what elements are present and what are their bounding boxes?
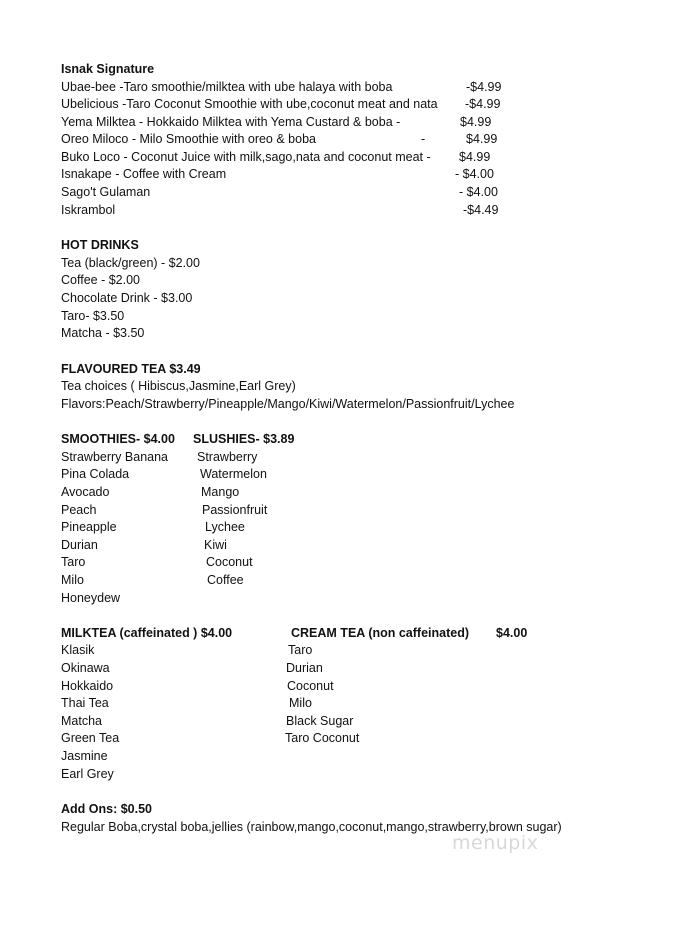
list-item: Earl Grey: [61, 767, 114, 781]
list-item: Strawberry Banana: [61, 450, 169, 464]
list-item: Avocado: [61, 485, 110, 499]
add-ons-line: Regular Boba,crystal boba,jellies (rainbow,mango,coconut,mango,strawberry,brown sugar): [61, 820, 562, 834]
menu-item-name: Sago't Gulaman: [61, 185, 151, 199]
list-item: Mango: [201, 485, 240, 499]
list-item: Coconut: [206, 555, 253, 569]
milktea-heading: MILKTEA (caffeinated ) $4.00: [61, 626, 233, 640]
list-item: Jasmine: [61, 749, 108, 763]
list-item: Strawberry: [197, 450, 258, 464]
list-item: Black Sugar: [286, 714, 354, 728]
menu-item-price: $4.99: [459, 150, 491, 164]
list-item: Honeydew: [61, 591, 121, 605]
list-item: Passionfruit: [202, 503, 268, 517]
menu-item-price: -$4.99: [466, 80, 502, 94]
list-item: Matcha: [61, 714, 102, 728]
menu-item-name: Ubae-bee -Taro smoothie/milktea with ube halaya with boba: [61, 80, 393, 94]
list-item: Klasik: [61, 643, 95, 657]
list-item: Green Tea: [61, 731, 120, 745]
list-item: Taro: [288, 643, 313, 657]
menu-item-price: -$4.49: [463, 203, 499, 217]
list-item: Peach: [61, 503, 97, 517]
cream-tea-heading: CREAM TEA (non caffeinated): [291, 626, 470, 640]
menu-item-price: $4.99: [466, 132, 498, 146]
menu-item-name: Isnakape - Coffee with Cream: [61, 167, 227, 181]
menu-item-separator: -: [421, 132, 426, 146]
list-item: Kiwi: [204, 538, 227, 552]
list-item: Tea (black/green) - $2.00: [61, 256, 200, 270]
list-item: Taro Coconut: [285, 731, 360, 745]
menu-item-name: Iskrambol: [61, 203, 116, 217]
list-item: Chocolate Drink - $3.00: [61, 291, 193, 305]
flavoured-tea-heading: FLAVOURED TEA $3.49: [61, 362, 201, 376]
list-item: Lychee: [205, 520, 245, 534]
list-item: Coffee - $2.00: [61, 273, 140, 287]
hot-drinks-heading: HOT DRINKS: [61, 238, 139, 252]
smoothies-heading: SMOOTHIES- $4.00: [61, 432, 175, 446]
slushies-heading: SLUSHIES- $3.89: [193, 432, 295, 446]
list-item: Pineapple: [61, 520, 117, 534]
tea-flavors-line: Flavors:Peach/Strawberry/Pineapple/Mango/Kiwi/Watermelon/Passionfruit/Lychee: [61, 397, 515, 411]
tea-choices-line: Tea choices ( Hibiscus,Jasmine,Earl Grey): [61, 379, 296, 393]
menupix-watermark: menupix: [452, 832, 539, 854]
list-item: Taro: [61, 555, 86, 569]
menu-item-name: Yema Milktea - Hokkaido Milktea with Yema Custard & boba -: [61, 115, 401, 129]
list-item: Milo: [289, 696, 312, 710]
list-item: Matcha - $3.50: [61, 326, 145, 340]
signature-heading: Isnak Signature: [61, 62, 155, 76]
list-item: Coconut: [287, 679, 334, 693]
list-item: Pina Colada: [61, 467, 130, 481]
list-item: Coffee: [207, 573, 244, 587]
list-item: Thai Tea: [61, 696, 109, 710]
add-ons-heading: Add Ons: $0.50: [61, 802, 152, 816]
list-item: Taro- $3.50: [61, 309, 125, 323]
list-item: Durian: [286, 661, 323, 675]
cream-tea-price: $4.00: [496, 626, 528, 640]
menu-item-price: - $4.00: [455, 167, 494, 181]
menu-item-price: - $4.00: [459, 185, 498, 199]
list-item: Watermelon: [200, 467, 267, 481]
list-item: Durian: [61, 538, 98, 552]
menu-item-name: Ubelicious -Taro Coconut Smoothie with ube,coconut meat and nata: [61, 97, 438, 111]
list-item: Milo: [61, 573, 84, 587]
menu-item-name: Oreo Miloco - Milo Smoothie with oreo & boba: [61, 132, 316, 146]
menu-item-name: Buko Loco - Coconut Juice with milk,sago,nata and coconut meat -: [61, 150, 431, 164]
list-item: Hokkaido: [61, 679, 114, 693]
list-item: Okinawa: [61, 661, 110, 675]
menu-item-price: -$4.99: [465, 97, 501, 111]
menu-item-price: $4.99: [460, 115, 492, 129]
